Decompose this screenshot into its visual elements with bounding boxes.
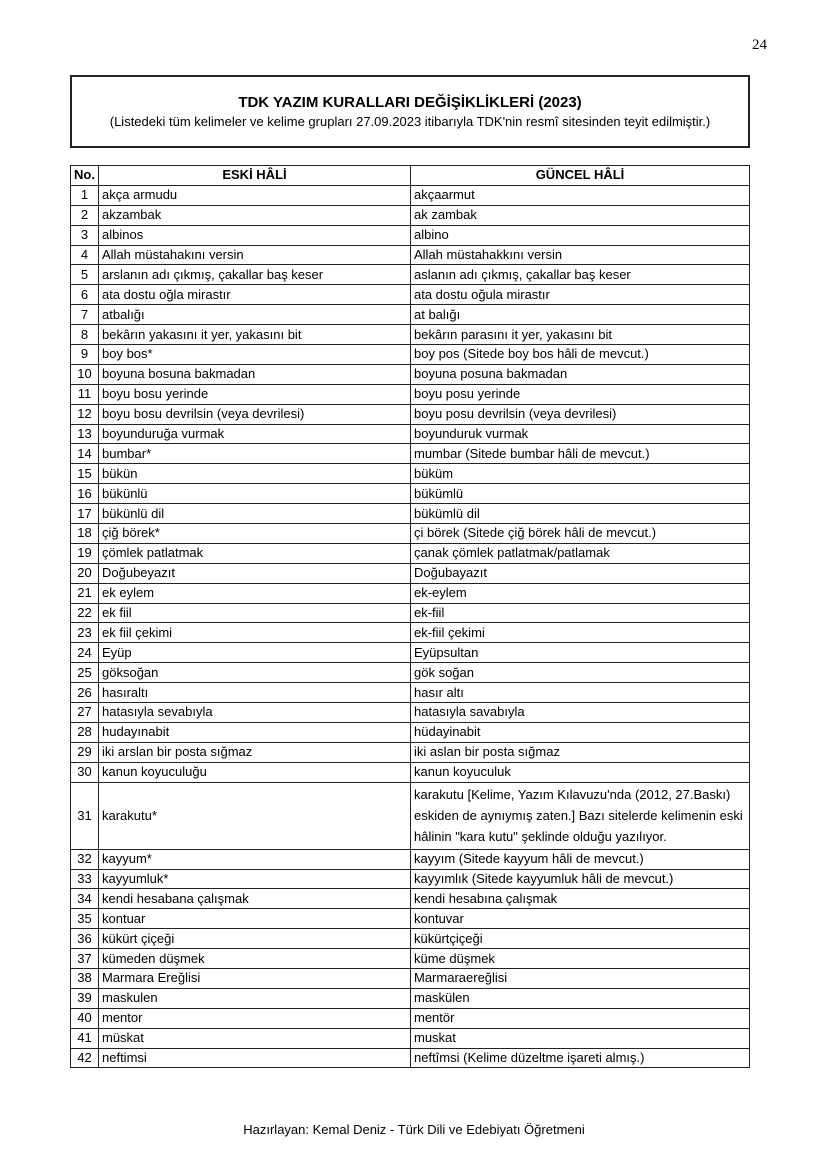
table-row [71, 1008, 750, 1028]
cell-new-form: mumbar (Sitede bumbar hâli de mevcut.) [411, 444, 750, 464]
cell-no: 31 [71, 782, 99, 849]
cell-old-form: ata dostu oğla mirastır [99, 285, 411, 305]
table-row [71, 205, 750, 225]
cell-no: 28 [71, 722, 99, 742]
table-row [71, 643, 750, 663]
cell-no: 42 [71, 1048, 99, 1068]
cell-no: 10 [71, 364, 99, 384]
table-row [71, 968, 750, 988]
cell-no: 32 [71, 849, 99, 869]
cell-new-form: at balığı [411, 305, 750, 325]
cell-no: 37 [71, 949, 99, 969]
cell-old-form: boyu bosu devrilsin (veya devrilesi) [99, 404, 411, 424]
cell-no: 12 [71, 404, 99, 424]
cell-new-form: iki aslan bir posta sığmaz [411, 742, 750, 762]
cell-no: 14 [71, 444, 99, 464]
cell-old-form: boyunduruğa vurmak [99, 424, 411, 444]
cell-no: 11 [71, 384, 99, 404]
cell-new-form: aslanın adı çıkmış, çakallar baş keser [411, 265, 750, 285]
cell-old-form: çömlek patlatmak [99, 543, 411, 563]
cell-old-form: ek eylem [99, 583, 411, 603]
cell-no: 5 [71, 265, 99, 285]
cell-old-form: kükürt çiçeği [99, 929, 411, 949]
cell-new-form: ak zambak [411, 205, 750, 225]
page-number: 24 [752, 37, 767, 53]
cell-new-form: mentör [411, 1008, 750, 1028]
cell-new-form: ek-fiil [411, 603, 750, 623]
cell-old-form: bükünlü [99, 484, 411, 504]
table-row [71, 225, 750, 245]
cell-old-form: kümeden düşmek [99, 949, 411, 969]
cell-new-form: kayyımlık (Sitede kayyumluk hâli de mevcut.) [411, 869, 750, 889]
column-header-new: GÜNCEL HÂLİ [411, 166, 750, 186]
table-row [71, 245, 750, 265]
cell-new-form: bükümlü dil [411, 504, 750, 524]
cell-no: 3 [71, 225, 99, 245]
cell-no: 29 [71, 742, 99, 762]
cell-no: 36 [71, 929, 99, 949]
cell-new-form: boyuna posuna bakmadan [411, 364, 750, 384]
table-row [71, 909, 750, 929]
cell-no: 19 [71, 543, 99, 563]
table-row [71, 889, 750, 909]
cell-no: 26 [71, 683, 99, 703]
cell-no: 27 [71, 703, 99, 723]
cell-no: 2 [71, 205, 99, 225]
table-row [71, 345, 750, 365]
cell-new-form: bekârın parasını it yer, yakasını bit [411, 325, 750, 345]
table-row [71, 543, 750, 563]
table-row [71, 1048, 750, 1068]
table-row [71, 325, 750, 345]
cell-old-form: mentor [99, 1008, 411, 1028]
table-row [71, 424, 750, 444]
cell-new-form: ek-fiil çekimi [411, 623, 750, 643]
cell-new-form: kayyım (Sitede kayyum hâli de mevcut.) [411, 849, 750, 869]
table-row [71, 663, 750, 683]
cell-old-form: bükün [99, 464, 411, 484]
column-header-no: No. [71, 166, 99, 186]
page-title: TDK YAZIM KURALLARI DEĞİŞİKLİKLERİ (2023) [238, 94, 582, 111]
cell-old-form: hatasıyla sevabıyla [99, 703, 411, 723]
changes-table [70, 165, 750, 1068]
table-row [71, 404, 750, 424]
cell-new-form: kontuvar [411, 909, 750, 929]
cell-old-form: Marmara Ereğlisi [99, 968, 411, 988]
cell-new-form: küme düşmek [411, 949, 750, 969]
table-row [71, 285, 750, 305]
cell-new-form: Doğubayazıt [411, 563, 750, 583]
table-row [71, 563, 750, 583]
cell-new-form: akçaarmut [411, 185, 750, 205]
cell-new-form: büküm [411, 464, 750, 484]
table-row [71, 742, 750, 762]
cell-no: 34 [71, 889, 99, 909]
column-header-old: ESKİ HÂLİ [99, 166, 411, 186]
table-row [71, 305, 750, 325]
cell-no: 35 [71, 909, 99, 929]
table-row [71, 1028, 750, 1048]
cell-new-form: ek-eylem [411, 583, 750, 603]
table-row [71, 484, 750, 504]
cell-old-form: boyu bosu yerinde [99, 384, 411, 404]
cell-old-form: albinos [99, 225, 411, 245]
cell-no: 39 [71, 988, 99, 1008]
cell-new-form: gök soğan [411, 663, 750, 683]
table-row [71, 949, 750, 969]
cell-old-form: neftimsi [99, 1048, 411, 1068]
cell-no: 22 [71, 603, 99, 623]
table-row [71, 988, 750, 1008]
page-subtitle: (Listedeki tüm kelimeler ve kelime grupları 27.09.2023 itibarıyla TDK'nin resmî sitesinden teyit edilmiştir.) [109, 114, 711, 129]
cell-new-form: çi börek (Sitede çiğ börek hâli de mevcut.) [411, 524, 750, 544]
cell-old-form: Eyüp [99, 643, 411, 663]
cell-old-form: kanun koyuculuğu [99, 762, 411, 782]
cell-old-form: ek fiil çekimi [99, 623, 411, 643]
cell-no: 6 [71, 285, 99, 305]
cell-no: 9 [71, 345, 99, 365]
cell-new-form: muskat [411, 1028, 750, 1048]
cell-old-form: Allah müstahakını versin [99, 245, 411, 265]
cell-new-form: maskülen [411, 988, 750, 1008]
cell-old-form: kayyum* [99, 849, 411, 869]
cell-new-form: bükümlü [411, 484, 750, 504]
cell-old-form: kendi hesabana çalışmak [99, 889, 411, 909]
cell-no: 8 [71, 325, 99, 345]
footer-author: Hazırlayan: Kemal Deniz - Türk Dili ve Edebiyatı Öğretmeni [243, 1122, 585, 1137]
cell-new-form: kendi hesabına çalışmak [411, 889, 750, 909]
cell-old-form: akça armudu [99, 185, 411, 205]
cell-new-form: albino [411, 225, 750, 245]
table-row [71, 849, 750, 869]
table-row [71, 524, 750, 544]
cell-no: 23 [71, 623, 99, 643]
table-row [71, 623, 750, 643]
cell-no: 1 [71, 185, 99, 205]
cell-old-form: hudayınabit [99, 722, 411, 742]
cell-no: 25 [71, 663, 99, 683]
cell-old-form: göksoğan [99, 663, 411, 683]
table-row [71, 185, 750, 205]
table-row [71, 583, 750, 603]
table-row [71, 782, 750, 849]
cell-no: 21 [71, 583, 99, 603]
cell-old-form: kontuar [99, 909, 411, 929]
table-row [71, 703, 750, 723]
cell-old-form: müskat [99, 1028, 411, 1048]
cell-new-form: kanun koyuculuk [411, 762, 750, 782]
cell-old-form: boy bos* [99, 345, 411, 365]
cell-old-form: karakutu* [99, 782, 411, 849]
table-row [71, 364, 750, 384]
cell-no: 41 [71, 1028, 99, 1048]
cell-no: 33 [71, 869, 99, 889]
cell-old-form: bükünlü dil [99, 504, 411, 524]
table-row [71, 722, 750, 742]
cell-old-form: Doğubeyazıt [99, 563, 411, 583]
cell-no: 30 [71, 762, 99, 782]
cell-old-form: iki arslan bir posta sığmaz [99, 742, 411, 762]
table-row [71, 464, 750, 484]
cell-no: 4 [71, 245, 99, 265]
cell-old-form: bumbar* [99, 444, 411, 464]
cell-no: 18 [71, 524, 99, 544]
cell-no: 15 [71, 464, 99, 484]
cell-old-form: çiğ börek* [99, 524, 411, 544]
cell-old-form: hasıraltı [99, 683, 411, 703]
cell-new-form: Allah müstahakkını versin [411, 245, 750, 265]
table-row [71, 444, 750, 464]
title-box [70, 75, 750, 148]
cell-old-form: atbalığı [99, 305, 411, 325]
cell-old-form: arslanın adı çıkmış, çakallar baş keser [99, 265, 411, 285]
cell-new-form: boyu posu yerinde [411, 384, 750, 404]
cell-no: 13 [71, 424, 99, 444]
cell-new-form: kükürtçiçeği [411, 929, 750, 949]
cell-new-form: Eyüpsultan [411, 643, 750, 663]
table-row [71, 603, 750, 623]
table-row [71, 384, 750, 404]
table-row [71, 683, 750, 703]
cell-new-form: hasır altı [411, 683, 750, 703]
cell-no: 40 [71, 1008, 99, 1028]
cell-new-form: boy pos (Sitede boy bos hâli de mevcut.) [411, 345, 750, 365]
cell-old-form: bekârın yakasını it yer, yakasını bit [99, 325, 411, 345]
cell-no: 17 [71, 504, 99, 524]
cell-new-form: Marmaraereğlisi [411, 968, 750, 988]
cell-old-form: kayyumluk* [99, 869, 411, 889]
cell-no: 24 [71, 643, 99, 663]
table-row [71, 504, 750, 524]
table-row [71, 929, 750, 949]
table-header-row [71, 166, 750, 186]
cell-new-form: ata dostu oğula mirastır [411, 285, 750, 305]
table-body [71, 185, 750, 1068]
cell-new-form: çanak çömlek patlatmak/patlamak [411, 543, 750, 563]
cell-old-form: boyuna bosuna bakmadan [99, 364, 411, 384]
cell-no: 20 [71, 563, 99, 583]
cell-new-form: hatasıyla savabıyla [411, 703, 750, 723]
cell-new-form: boyunduruk vurmak [411, 424, 750, 444]
cell-no: 16 [71, 484, 99, 504]
cell-new-form: hüdayinabit [411, 722, 750, 742]
table-row [71, 762, 750, 782]
cell-no: 7 [71, 305, 99, 325]
cell-old-form: maskulen [99, 988, 411, 1008]
table-row [71, 265, 750, 285]
table-row [71, 869, 750, 889]
cell-new-form: karakutu [Kelime, Yazım Kılavuzu'nda (2012, 27.Baskı) eskiden de aynıymış zaten.] Bazı sitelerde kelimenin eski hâlinin "kara kutu" şeklinde olduğu yazılıyor. [411, 782, 750, 849]
cell-old-form: ek fiil [99, 603, 411, 623]
cell-new-form: boyu posu devrilsin (veya devrilesi) [411, 404, 750, 424]
cell-old-form: akzambak [99, 205, 411, 225]
cell-new-form: neftîmsi (Kelime düzeltme işareti almış.) [411, 1048, 750, 1068]
cell-no: 38 [71, 968, 99, 988]
